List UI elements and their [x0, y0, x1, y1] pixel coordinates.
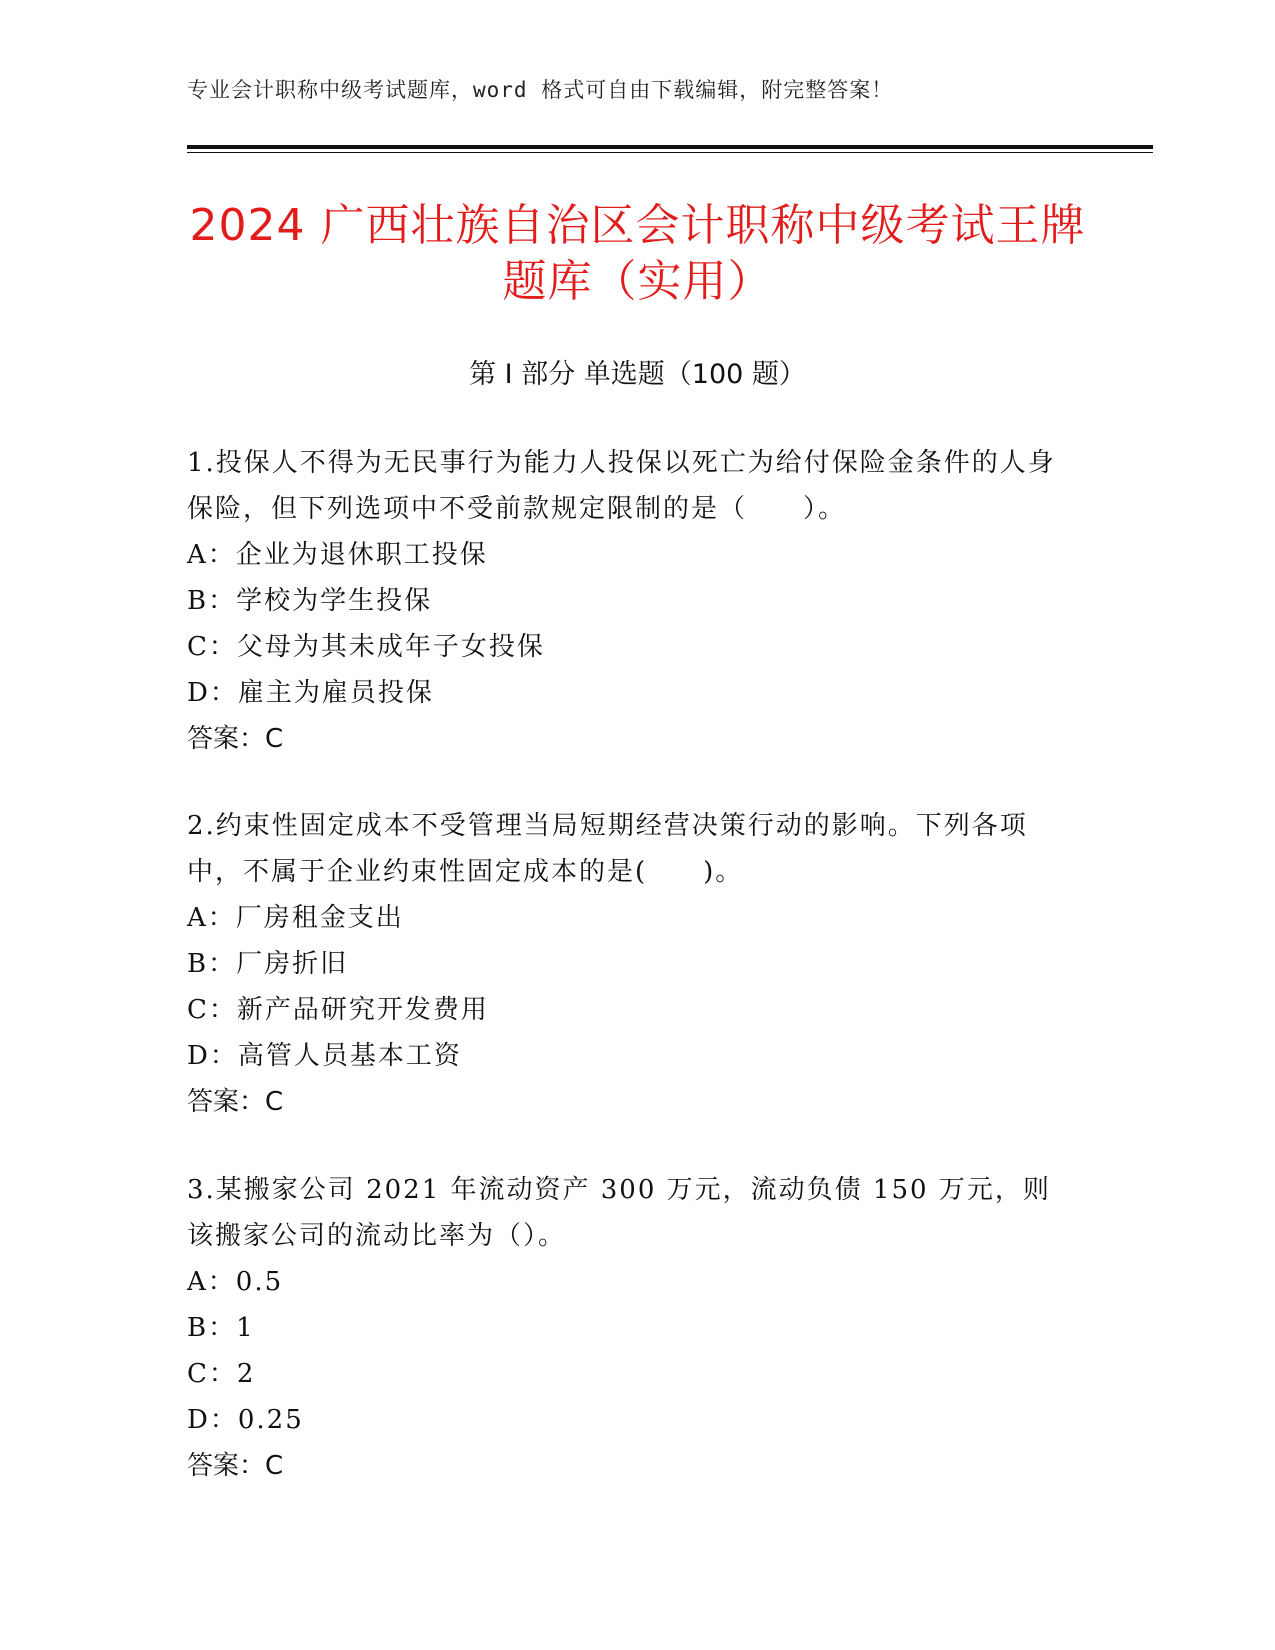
question-1: [187, 440, 1067, 762]
answer: 答案：C: [187, 1087, 284, 1117]
option-a: A：企业为退休职工投保: [187, 540, 488, 570]
option-c: C：新产品研究开发费用: [187, 995, 489, 1025]
question-3: [187, 1167, 1067, 1489]
question-stem: 1.投保人不得为无民事行为能力人投保以死亡为给付保险金条件的人身保险，但下列选项中不受前款规定限制的是（ ）。: [187, 448, 1056, 524]
document-title-line-2: 题库（实用）: [502, 256, 773, 307]
option-a: A：0.5: [187, 1267, 284, 1297]
option-a: A：厂房租金支出: [187, 903, 404, 933]
document-title: [150, 198, 1125, 310]
option-b: B：1: [187, 1313, 255, 1343]
section-title: 第 I 部分 单选题（100 题）: [469, 359, 806, 390]
question-2: [187, 803, 1067, 1125]
header-divider-thin: [187, 152, 1153, 153]
question-stem: 2.约束性固定成本不受管理当局短期经营决策行动的影响。下列各项中，不属于企业约束性固定成本的是( )。: [187, 811, 1028, 887]
option-c: C：2: [187, 1359, 256, 1389]
option-d: D：0.25: [187, 1405, 304, 1435]
answer: 答案：C: [187, 1451, 284, 1481]
option-b: B：学校为学生投保: [187, 586, 433, 616]
option-d: D：雇主为雇员投保: [187, 678, 434, 708]
question-stem: 3.某搬家公司 2021 年流动资产 300 万元，流动负债 150 万元，则该搬家公司的流动比率为（）。: [187, 1175, 1051, 1251]
header-note: 专业会计职称中级考试题库，word 格式可自由下载编辑，附完整答案！: [187, 78, 894, 102]
header-divider-thick: [187, 145, 1153, 149]
answer: 答案：C: [187, 724, 284, 754]
option-b: B：厂房折旧: [187, 949, 349, 979]
document-title-line-1: 2024 广西壮族自治区会计职称中级考试王牌: [189, 200, 1086, 251]
option-d: D：高管人员基本工资: [187, 1041, 462, 1071]
option-c: C：父母为其未成年子女投保: [187, 632, 545, 662]
